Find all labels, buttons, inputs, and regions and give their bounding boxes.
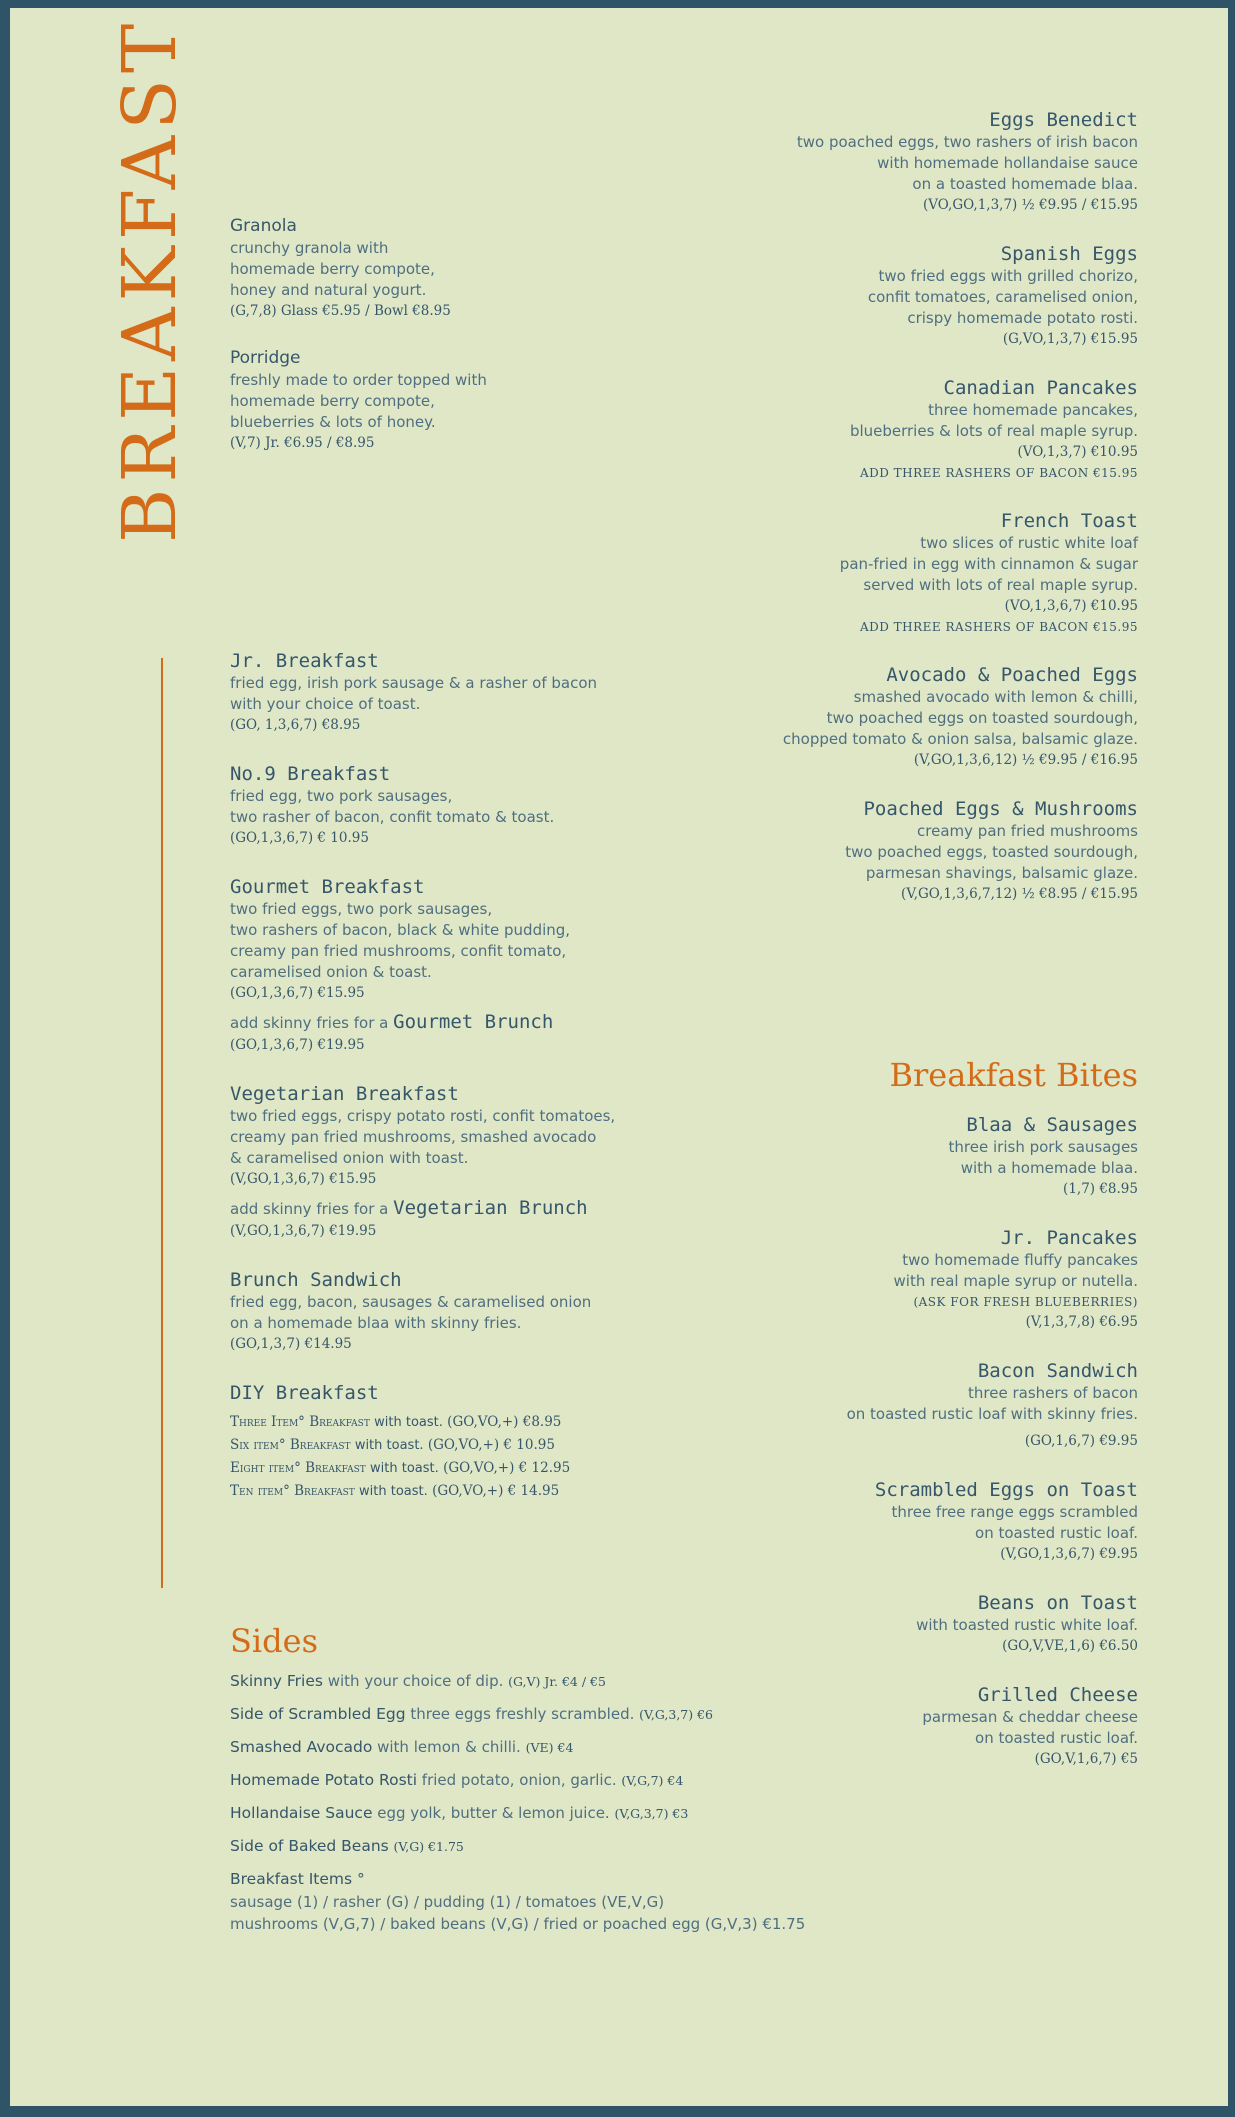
item-desc: with real maple syrup or nutella. <box>893 1272 1138 1290</box>
item-desc: parmesan & cheddar cheese <box>922 1708 1138 1726</box>
item-desc: caramelised onion & toast. <box>230 963 432 981</box>
item-desc: on toasted rustic loaf. <box>975 1729 1138 1747</box>
side-name: Side of Scrambled Egg <box>230 1705 406 1723</box>
item-name: Jr. Breakfast <box>230 650 379 672</box>
item-price: (GO,1,3,6,7) €15.95 <box>230 985 365 1001</box>
item-name: Canadian Pancakes <box>943 377 1138 399</box>
item-desc: pan-fried in egg with cinnamon & sugar <box>839 555 1138 573</box>
breakfast-items-line: sausage (1) / rasher (G) / pudding (1) / tomatoes (VE,V,G) <box>230 1893 665 1911</box>
side-desc: three eggs freshly scrambled. <box>405 1705 635 1723</box>
item-desc: fried egg, irish pork sausage & a rasher of bacon <box>230 674 598 692</box>
item-desc: on a homemade blaa with skinny fries. <box>230 1314 522 1332</box>
item-name: Brunch Sandwich <box>230 1269 402 1291</box>
menu-item-french-toast <box>578 509 1138 637</box>
menu-item-canadian-pancakes <box>578 376 1138 483</box>
item-price: (GO, 1,3,6,7) €8.95 <box>230 717 361 733</box>
menu-item-avocado-poached-eggs <box>578 663 1138 771</box>
item-desc: homemade berry compote, <box>230 392 435 410</box>
diy-price: (GO,VO,+) €8.95 <box>447 1414 562 1430</box>
item-desc: on toasted rustic loaf. <box>975 1524 1138 1542</box>
item-name: DIY Breakfast <box>230 1382 379 1404</box>
item-price: (V,GO,1,3,6,7,12) ½ €8.95 / €15.95 <box>901 886 1138 902</box>
menu-item-eggs-benedict <box>578 108 1138 216</box>
side-price: (V,G,7) €4 <box>621 1773 684 1788</box>
diy-label: Six item° Breakfast <box>230 1437 351 1453</box>
diy-with: with toast. <box>354 1438 424 1453</box>
item-desc: three free range eggs scrambled <box>891 1503 1138 1521</box>
item-extra: ADD THREE RASHERS OF BACON €15.95 <box>859 620 1138 634</box>
item-price: (V,GO,1,3,6,7) €15.95 <box>230 1171 377 1187</box>
side-name: Homemade Potato Rosti <box>230 1771 418 1789</box>
diy-price: (GO,VO,+) € 14.95 <box>432 1483 560 1499</box>
item-desc: two homemade fluffy pancakes <box>902 1251 1138 1269</box>
item-desc: & caramelised onion with toast. <box>230 1149 469 1167</box>
item-price: (VO,GO,1,3,7) ½ €9.95 / €15.95 <box>923 197 1138 213</box>
addon-price: (V,GO,1,3,6,7) €19.95 <box>230 1223 377 1239</box>
item-name: Jr. Pancakes <box>1000 1227 1138 1249</box>
item-name: Poached Eggs & Mushrooms <box>863 798 1138 820</box>
item-price: (G,7,8) Glass €5.95 / Bowl €8.95 <box>230 303 451 319</box>
item-price: (GO,1,6,7) €9.95 <box>1024 1433 1138 1449</box>
item-name: Avocado & Poached Eggs <box>886 664 1138 686</box>
item-name: Granola <box>230 216 297 236</box>
item-desc: fried egg, bacon, sausages & caramelised onion <box>230 1293 592 1311</box>
diy-label: Ten item° Breakfast <box>230 1483 355 1499</box>
item-desc: smashed avocado with lemon & chilli, <box>853 688 1138 706</box>
item-desc: two fried eggs, two pork sausages, <box>230 900 493 918</box>
side-desc: egg yolk, butter & lemon juice. <box>372 1804 610 1822</box>
side-desc: fried potato, onion, garlic. <box>417 1771 617 1789</box>
item-desc: chopped tomato & onion salsa, balsamic glaze. <box>782 730 1138 748</box>
bites-title: Breakfast Bites <box>889 1056 1138 1094</box>
item-desc: three irish pork sausages <box>948 1138 1138 1156</box>
addon-name: Vegetarian Brunch <box>393 1197 588 1219</box>
side-desc: with your choice of dip. <box>322 1672 504 1690</box>
item-desc: with your choice of toast. <box>230 695 421 713</box>
menu-title: BREAKFAST <box>107 17 193 543</box>
diy-price: (GO,VO,+) € 10.95 <box>427 1437 555 1453</box>
menu-item-scrambled-eggs-toast <box>578 1478 1138 1565</box>
addon-name: Gourmet Brunch <box>393 1011 554 1033</box>
item-desc: blueberries & lots of honey. <box>230 413 436 431</box>
side-name: Smashed Avocado <box>230 1738 373 1756</box>
side-price: (V,G,3,7) €3 <box>614 1806 689 1821</box>
diy-with: with toast. <box>374 1415 443 1430</box>
item-desc: two poached eggs, toasted sourdough, <box>845 843 1138 861</box>
item-price: (GO,V,1,6,7) €5 <box>1034 1751 1138 1767</box>
menu-item-beans-toast <box>578 1591 1138 1657</box>
item-name: Beans on Toast <box>977 1592 1138 1614</box>
item-price: (1,7) €8.95 <box>1063 1181 1138 1197</box>
item-desc: on toasted rustic loaf with skinny fries. <box>846 1405 1138 1423</box>
item-desc: parmesan shavings, balsamic glaze. <box>865 864 1138 882</box>
side-desc: with lemon & chilli. <box>372 1738 521 1756</box>
side-price: (V,G,3,7) €6 <box>639 1707 713 1722</box>
item-desc: honey and natural yogurt. <box>230 281 427 299</box>
item-desc: two poached eggs on toasted sourdough, <box>826 709 1138 727</box>
menu-item-bacon-sandwich <box>578 1359 1138 1452</box>
item-name: No.9 Breakfast <box>230 763 391 785</box>
menu-item-spanish-eggs <box>578 242 1138 350</box>
sides-title: Sides <box>230 1622 318 1660</box>
side-price: (V,G) €1.75 <box>393 1839 464 1854</box>
item-desc: with a homemade blaa. <box>960 1159 1138 1177</box>
item-price: (GO,1,3,7) €14.95 <box>230 1336 352 1352</box>
vertical-divider <box>161 658 163 1588</box>
item-name: Grilled Cheese <box>977 1684 1138 1706</box>
item-name: Scrambled Eggs on Toast <box>874 1479 1138 1501</box>
item-price: (G,VO,1,3,7) €15.95 <box>1002 331 1138 347</box>
item-desc: creamy pan fried mushrooms, smashed avocado <box>230 1128 597 1146</box>
item-name: Spanish Eggs <box>1000 243 1138 265</box>
menu-page <box>10 8 1228 2106</box>
diy-with: with toast. <box>359 1484 428 1499</box>
side-name: Side of Baked Beans <box>230 1837 389 1855</box>
item-name: Gourmet Breakfast <box>230 876 425 898</box>
item-desc: fried egg, two pork sausages, <box>230 787 453 805</box>
item-desc: crispy homemade potato rosti. <box>907 309 1138 327</box>
item-price: (GO,1,3,6,7) € 10.95 <box>230 830 369 846</box>
item-desc: creamy pan fried mushrooms, confit tomato, <box>230 942 567 960</box>
item-desc: with homemade hollandaise sauce <box>877 154 1138 172</box>
side-item <box>230 1867 850 1891</box>
item-desc: blueberries & lots of real maple syrup. <box>849 422 1138 440</box>
menu-item-grilled-cheese <box>578 1683 1138 1770</box>
item-desc: served with lots of real maple syrup. <box>863 576 1138 594</box>
item-desc: with toasted rustic white loaf. <box>916 1616 1138 1634</box>
item-price: (GO,V,VE,1,6) €6.50 <box>1002 1638 1138 1654</box>
item-desc: creamy pan fried mushrooms <box>917 822 1138 840</box>
item-desc: two rasher of bacon, confit tomato & toast. <box>230 808 555 826</box>
item-name: Blaa & Sausages <box>966 1114 1138 1136</box>
item-name: Porridge <box>230 348 301 368</box>
side-price: (G,V) Jr. €4 / €5 <box>508 1674 606 1689</box>
item-price: (V,GO,1,3,6,7) €9.95 <box>1000 1546 1138 1562</box>
diy-label: Three Item° Breakfast <box>230 1414 370 1430</box>
side-name: Skinny Fries <box>230 1672 323 1690</box>
item-desc: three rashers of bacon <box>968 1384 1138 1402</box>
item-desc: on a toasted homemade blaa. <box>912 175 1138 193</box>
item-price: (V,GO,1,3,6,12) ½ €9.95 / €16.95 <box>913 752 1138 768</box>
side-name: Breakfast Items ° <box>230 1870 365 1888</box>
item-desc: freshly made to order topped with <box>230 371 487 389</box>
item-desc: three homemade pancakes, <box>928 401 1138 419</box>
item-name: French Toast <box>1000 510 1138 532</box>
item-desc: two poached eggs, two rashers of irish bacon <box>796 133 1138 151</box>
addon-text: add skinny fries for a <box>230 1014 389 1032</box>
item-desc: confit tomatoes, caramelised onion, <box>867 288 1138 306</box>
item-price: (V,1,3,7,8) €6.95 <box>1025 1314 1138 1330</box>
item-desc: two rashers of bacon, black & white pudding, <box>230 921 571 939</box>
item-desc: two fried eggs with grilled chorizo, <box>878 267 1138 285</box>
diy-label: Eight item° Breakfast <box>230 1460 366 1476</box>
item-name: Bacon Sandwich <box>977 1360 1138 1382</box>
item-desc: two slices of rustic white loaf <box>920 534 1138 552</box>
item-name: Eggs Benedict <box>989 109 1138 131</box>
side-price: (VE) €4 <box>525 1740 574 1755</box>
breakfast-items-line: mushrooms (V,G,7) / baked beans (V,G) / fried or poached egg (G,V,3) €1.75 <box>230 1915 806 1933</box>
menu-item-poached-eggs-mushrooms <box>578 797 1138 905</box>
addon-text: add skinny fries for a <box>230 1200 389 1218</box>
item-price: (V,7) Jr. €6.95 / €8.95 <box>230 435 375 451</box>
right-column <box>578 108 1138 1770</box>
item-desc: crunchy granola with <box>230 239 389 257</box>
side-item <box>230 1797 850 1830</box>
item-price: (VO,1,3,6,7) €10.95 <box>1004 598 1138 614</box>
item-extra: ADD THREE RASHERS OF BACON €15.95 <box>859 466 1138 480</box>
item-price: (VO,1,3,7) €10.95 <box>1017 444 1138 460</box>
diy-with: with toast. <box>370 1461 439 1476</box>
diy-price: (GO,VO,+) € 12.95 <box>443 1460 571 1476</box>
item-desc: two fried eggs, crispy potato rosti, confit tomatoes, <box>230 1107 616 1125</box>
menu-item-blaa-sausages <box>578 1113 1138 1200</box>
menu-item-jr-pancakes <box>578 1226 1138 1333</box>
side-name: Hollandaise Sauce <box>230 1804 373 1822</box>
item-name: Vegetarian Breakfast <box>230 1083 459 1105</box>
item-desc: homemade berry compote, <box>230 260 435 278</box>
side-item <box>230 1830 850 1863</box>
addon-price: (GO,1,3,6,7) €19.95 <box>230 1037 365 1053</box>
item-extra: (ASK FOR FRESH BLUEBERRIES) <box>913 1295 1138 1309</box>
